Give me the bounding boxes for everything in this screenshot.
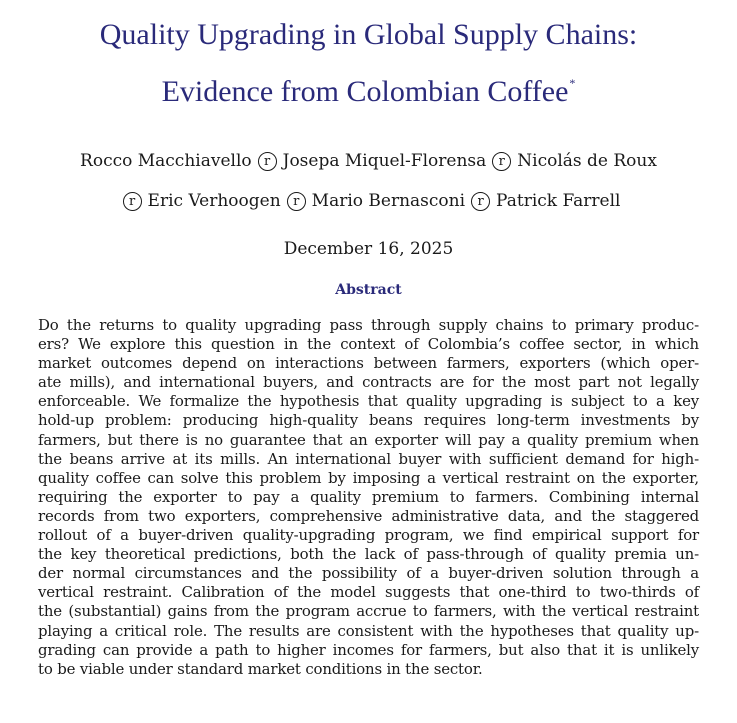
- author-name: Mario Bernasconi: [311, 191, 466, 211]
- abstract-line: to be viable under standard market conditions in the sector.: [38, 659, 483, 678]
- abstract-line: Do the returns to quality upgrading pass through supply chains to primary produc-: [38, 316, 699, 334]
- abstract-line: ate mills), and international buyers, and contracts are for the most part not legally: [38, 373, 699, 392]
- author-name: Nicolás de Roux: [517, 151, 657, 171]
- author-name: Patrick Farrell: [496, 191, 621, 211]
- abstract-line: market outcomes depend on interactions between farmers, exporters (which oper-: [38, 354, 699, 373]
- abstract-heading: Abstract: [335, 282, 402, 298]
- abstract-line: the beans arrive at its mills. An international buyer with sufficient demand for high-: [38, 449, 699, 468]
- paper-title-line-1: Quality Upgrading in Global Supply Chains:: [99, 18, 638, 51]
- abstract-line: records from two exporters, comprehensive administrative data, and the staggered: [38, 506, 699, 525]
- random-order-symbol-icon: r: [258, 152, 277, 171]
- title-footnote-mark[interactable]: *: [569, 76, 576, 90]
- abstract-line: hold-up problem: producing high-quality beans requires long-term investments by: [38, 411, 699, 430]
- abstract-line: rollout of a buyer-driven quality-upgrading program, we find empirical support for: [38, 526, 699, 545]
- paper-title-line-2: [0, 75, 737, 114]
- abstract-line: der normal circumstances and the possibility of a buyer-driven solution through a: [38, 564, 699, 583]
- random-order-symbol-icon: r: [287, 192, 306, 211]
- paper-date: December 16, 2025: [283, 239, 454, 259]
- author-name: Rocco Macchiavello: [80, 151, 252, 171]
- random-order-symbol-icon: r: [123, 192, 142, 211]
- abstract-line: ers? We explore this question in the context of Colombia’s coffee sector, in which: [38, 335, 699, 354]
- abstract-line: the (substantial) gains from the program accrue to farmers, with the vertical restraint: [38, 602, 699, 621]
- random-order-symbol-icon: r: [492, 152, 511, 171]
- abstract-line: playing a critical role. The results are consistent with the hypotheses that quality up-: [38, 621, 699, 640]
- author-name: Eric Verhoogen: [147, 191, 281, 211]
- author-list-line-2: [0, 190, 737, 212]
- paper-title-line-2-text: Evidence from Colombian Coffee: [161, 75, 569, 108]
- abstract-line: vertical restraint. Calibration of the model suggests that one-third to two-thirds of: [38, 583, 699, 602]
- author-name: Josepa Miquel-Florensa: [282, 151, 487, 171]
- author-list-line-1: [0, 150, 737, 172]
- abstract-line: quality coffee can solve this problem by imposing a vertical restraint on the exporter,: [38, 468, 699, 487]
- abstract-line: grading can provide a path to higher incomes for farmers, but also that it is unlikely: [38, 640, 699, 659]
- abstract-body: [38, 316, 699, 679]
- abstract-line: farmers, but there is no guarantee that an exporter will pay a quality premium when: [38, 430, 699, 449]
- abstract-line: requiring the exporter to pay a quality premium to farmers. Combining internal: [38, 487, 699, 506]
- abstract-line: enforceable. We formalize the hypothesis that quality upgrading is subject to a key: [38, 392, 699, 411]
- random-order-symbol-icon: r: [471, 192, 490, 211]
- abstract-line: the key theoretical predictions, both the lack of pass-through of quality premia un-: [38, 545, 699, 564]
